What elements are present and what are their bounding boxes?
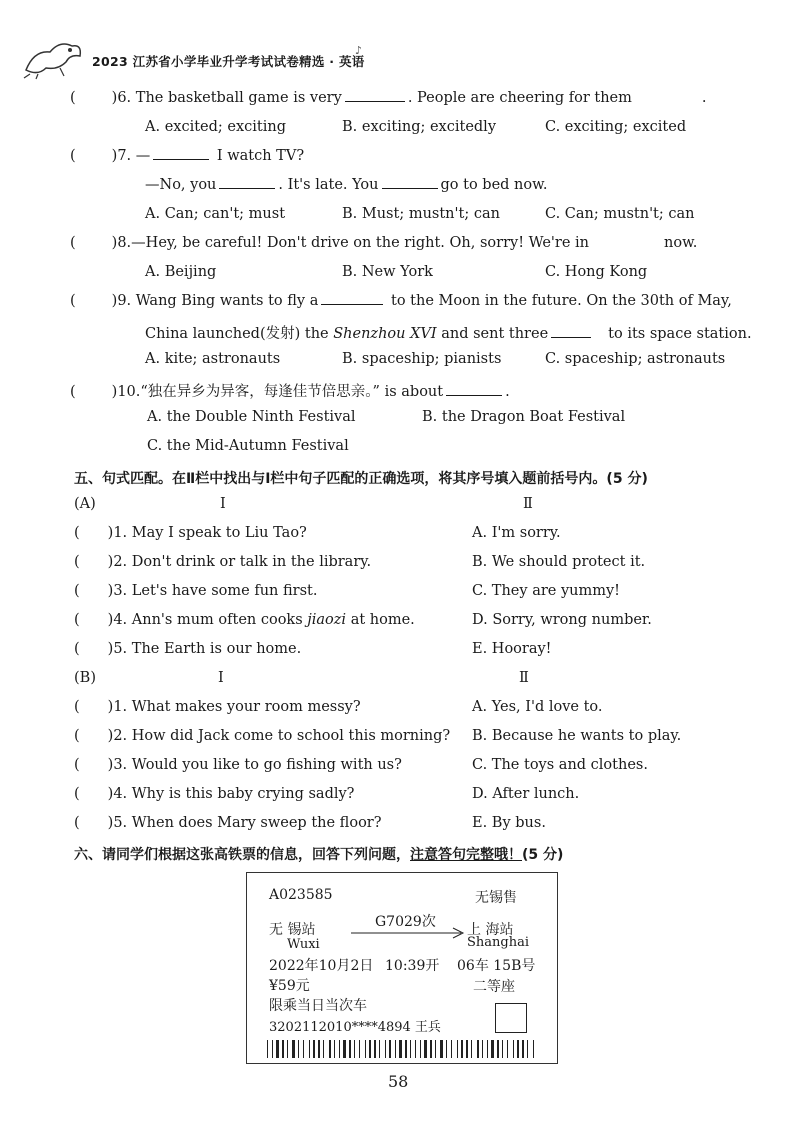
ticket-code: A023585	[269, 887, 333, 903]
group-a-answer-a: A. I'm sorry.	[472, 525, 561, 541]
group-a-answer-e: E. Hooray!	[472, 641, 552, 657]
barcode-bar	[435, 1040, 436, 1058]
group-b-answer-d: D. After lunch.	[472, 786, 580, 802]
q6-text: The basketball game is very	[135, 90, 342, 106]
q7-line2: —No, you . It's late. You go to bed now.	[145, 177, 548, 193]
barcode-bar	[323, 1040, 324, 1058]
ticket-date: 2022年10月2日	[269, 958, 374, 974]
section6-title: 六、请同学们根据这张高铁票的信息，回答下列问题，注意答句完整哦！(5 分)	[74, 847, 564, 863]
q8-option-c: C. Hong Kong	[545, 264, 648, 280]
barcode-bar	[497, 1040, 499, 1058]
group-b-row-4: ( )4. Why is this baby crying sadly?	[74, 786, 355, 802]
group-a-row-4: ( )4. Ann's mum often cooks jiaozi at home.	[74, 612, 415, 628]
ticket-passenger-id: 3202112010****4894 王兵	[269, 1020, 441, 1035]
barcode-bar	[374, 1040, 376, 1058]
barcode-bar	[471, 1040, 472, 1058]
ticket-to-en: Shanghai	[467, 935, 530, 950]
q6-option-b: B. exciting; excitedly	[342, 119, 497, 135]
q7-line1: ( )7. — I watch TV?	[70, 148, 305, 164]
barcode-bar	[379, 1040, 380, 1058]
ticket-from-en: Wuxi	[287, 937, 320, 952]
barcode-bar	[430, 1040, 432, 1058]
barcode-bar	[440, 1040, 443, 1058]
barcode-bar	[410, 1040, 411, 1058]
barcode-bar	[385, 1040, 386, 1058]
q9-option-a: A. kite; astronauts	[145, 351, 281, 367]
column-2-heading-b: Ⅱ	[519, 670, 529, 686]
barcode-bar	[487, 1040, 488, 1058]
q7-option-a: A. Can; can't; must	[145, 206, 286, 222]
barcode-bar	[482, 1040, 483, 1058]
group-a-answer-c: C. They are yummy!	[472, 583, 621, 599]
q9-blank-1[interactable]	[321, 303, 383, 305]
barcode-bar	[461, 1040, 463, 1058]
section5-title: 五、句式匹配。在Ⅱ栏中找出与Ⅰ栏中句子匹配的正确选项，将其序号填入题前括号内。(5 分)	[74, 471, 648, 487]
ticket-arrow-icon	[349, 927, 469, 939]
barcode-bar	[354, 1040, 355, 1058]
barcode-bar	[298, 1040, 299, 1058]
barcode-bar	[522, 1040, 524, 1058]
barcode-bar	[466, 1040, 468, 1058]
ticket-station-tag: 无锡售	[475, 890, 517, 906]
barcode-bar	[513, 1040, 514, 1058]
barcode-bar	[451, 1040, 452, 1058]
ticket-seat: 06车 15B号	[457, 958, 536, 974]
barcode-bar	[420, 1040, 421, 1058]
ticket-time: 10:39开	[385, 958, 440, 974]
barcode-bar	[334, 1040, 335, 1058]
q6-line: ( )6. The basketball game is very . People are cheering for them .	[70, 90, 707, 106]
group-a-answer-d: D. Sorry, wrong number.	[472, 612, 652, 628]
group-a-row-3: ( )3. Let's have some fun first.	[74, 583, 318, 599]
header-deco: ♪	[355, 44, 363, 57]
column-1-heading-b: Ⅰ	[218, 670, 224, 686]
barcode-bar	[359, 1040, 360, 1058]
group-a-row-1: ( )1. May I speak to Liu Tao?	[74, 525, 307, 541]
barcode-bar	[287, 1040, 288, 1058]
group-a-row-5: ( )5. The Earth is our home.	[74, 641, 302, 657]
ticket-from-cn: 无 锡站	[269, 922, 316, 938]
group-b-row-2: ( )2. How did Jack come to school this morning?	[74, 728, 451, 744]
barcode-bar	[457, 1040, 458, 1058]
group-b-row-5: ( )5. When does Mary sweep the floor?	[74, 815, 382, 831]
q9-option-b: B. spaceship; pianists	[342, 351, 502, 367]
barcode-bar	[477, 1040, 479, 1058]
header-title: 2023 江苏省小学毕业升学考试试卷精选 · 英语	[92, 54, 365, 69]
barcode-bar	[309, 1040, 310, 1058]
q8-option-b: B. New York	[342, 264, 433, 280]
barcode-bar	[292, 1040, 295, 1058]
q10-line: ( )10.“独在异乡为异客，每逢佳节倍思亲。” is about .	[70, 384, 510, 400]
q9-line2: China launched(发射) the Shenzhou XVI and sent three to its space station.	[145, 326, 752, 342]
q10-option-b: B. the Dragon Boat Festival	[422, 409, 626, 425]
qr-code-box	[495, 1003, 527, 1033]
ticket-class: 二等座	[473, 979, 515, 995]
barcode-bar	[507, 1040, 508, 1058]
barcode-bar	[282, 1040, 284, 1058]
group-a-answer-b: B. We should protect it.	[472, 554, 646, 570]
barcode-bar	[318, 1040, 320, 1058]
barcode-bar	[329, 1040, 331, 1058]
barcode-bar	[389, 1040, 391, 1058]
q10-option-a: A. the Double Ninth Festival	[147, 409, 356, 425]
q9-blank-2[interactable]	[551, 336, 591, 338]
group-b-answer-c: C. The toys and clothes.	[472, 757, 648, 773]
barcode-bar	[313, 1040, 315, 1058]
q7-blank-3[interactable]	[382, 187, 438, 189]
page-number: 58	[388, 1072, 409, 1091]
ticket-rule: 限乘当日当次车	[269, 998, 367, 1014]
barcode-bar	[303, 1040, 304, 1058]
barcode-bar	[491, 1040, 494, 1058]
group-b-answer-b: B. Because he wants to play.	[472, 728, 682, 744]
group-b-label: (B)	[74, 670, 96, 686]
barcode-bar	[395, 1040, 396, 1058]
q9-line1: ( )9. Wang Bing wants to fly a to the Moon in the future. On the 30th of May,	[70, 293, 732, 309]
q6-option-c: C. exciting; excited	[545, 119, 687, 135]
q7-option-b: B. Must; mustn't; can	[342, 206, 500, 222]
barcode-bar	[415, 1040, 416, 1058]
barcode-bar	[339, 1040, 340, 1058]
barcode-bar	[267, 1040, 268, 1058]
barcode-bar	[272, 1040, 273, 1058]
q9-option-c: C. spaceship; astronauts	[545, 351, 726, 367]
barcode-bar	[369, 1040, 371, 1058]
barcode-bar	[502, 1040, 503, 1058]
barcode-bar	[276, 1040, 279, 1058]
barcode	[267, 1040, 537, 1058]
q8-option-a: A. Beijing	[145, 264, 217, 280]
train-ticket	[246, 872, 558, 1064]
ticket-to-cn: 上 海站	[467, 922, 514, 938]
q7-option-c: C. Can; mustn't; can	[545, 206, 695, 222]
q7-blank-1[interactable]	[153, 158, 209, 160]
q6-number: )6.	[111, 90, 132, 106]
barcode-bar	[533, 1040, 534, 1058]
barcode-bar	[343, 1040, 346, 1058]
q10-option-c: C. the Mid-Autumn Festival	[147, 438, 349, 454]
group-b-row-3: ( )3. Would you like to go fishing with us?	[74, 757, 402, 773]
group-b-answer-a: A. Yes, I'd love to.	[472, 699, 603, 715]
q10-blank[interactable]	[446, 394, 502, 396]
barcode-bar	[517, 1040, 519, 1058]
barcode-bar	[405, 1040, 407, 1058]
ticket-train-number: G7029次	[375, 914, 436, 930]
column-2-heading: Ⅱ	[523, 496, 533, 512]
group-a-label: (A)	[74, 496, 96, 512]
barcode-bar	[365, 1040, 366, 1058]
barcode-bar	[424, 1040, 427, 1058]
dragon-logo-icon	[20, 30, 86, 80]
group-a-row-2: ( )2. Don't drink or talk in the library.	[74, 554, 372, 570]
column-1-heading: Ⅰ	[220, 496, 226, 512]
barcode-bar	[399, 1040, 402, 1058]
q6-option-a: A. excited; exciting	[145, 119, 286, 135]
group-b-row-1: ( )1. What makes your room messy?	[74, 699, 361, 715]
q7-blank-2[interactable]	[219, 187, 275, 189]
ticket-price: ¥59元	[269, 978, 310, 994]
group-b-answer-e: E. By bus.	[472, 815, 546, 831]
barcode-bar	[527, 1040, 528, 1058]
q8-line: ( )8.—Hey, be careful! Don't drive on the right. Oh, sorry! We're in now.	[70, 235, 698, 251]
barcode-bar	[446, 1040, 447, 1058]
q6-blank[interactable]	[345, 100, 405, 102]
barcode-bar	[349, 1040, 351, 1058]
